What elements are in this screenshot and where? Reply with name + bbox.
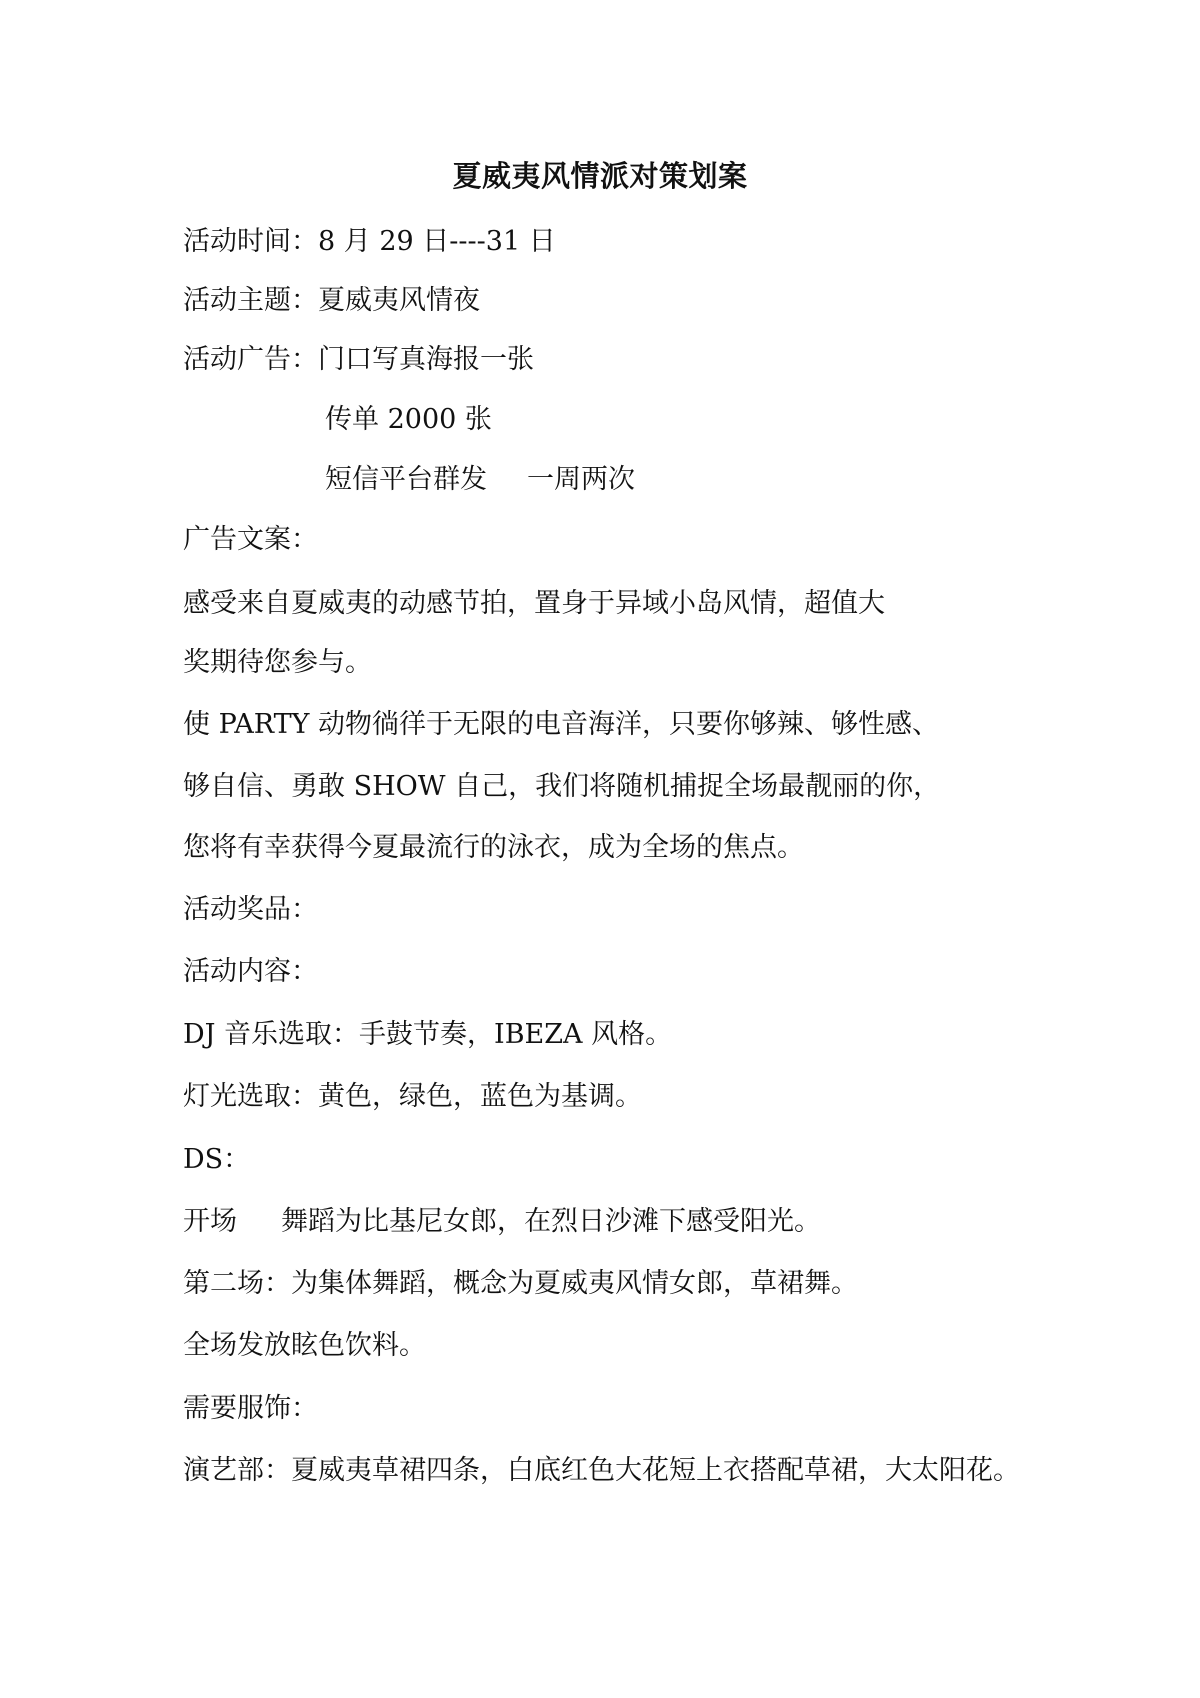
opening-text: 舞蹈为比基尼女郎，在烈日沙滩下感受阳光。 [281, 1206, 821, 1237]
event-time: 活动时间：8 月 29 日----31 日 [183, 226, 556, 257]
opening-act [183, 1202, 821, 1242]
document-title: 夏威夷风情派对策划案 [452, 159, 748, 193]
copy-paragraph-2-line-2: 够自信、勇敢 SHOW 自己，我们将随机捕捉全场最靓丽的你， [183, 771, 941, 802]
prizes-heading: 活动奖品： [183, 894, 318, 925]
copy-paragraph-1-line-1: 感受来自夏威夷的动感节拍，置身于异域小岛风情，超值大 [183, 588, 885, 619]
content-heading: 活动内容： [183, 956, 318, 987]
ad-flyers: 传单 2000 张 [325, 404, 492, 435]
copy-paragraph-1-line-2: 奖期待您参与。 [183, 647, 372, 678]
ad-sms-frequency: 一周两次 [527, 464, 635, 495]
drinks: 全场发放眩色饮料。 [183, 1330, 426, 1361]
copy-paragraph-2-line-3: 您将有幸获得今夏最流行的泳衣，成为全场的焦点。 [183, 832, 804, 863]
ad-sms [325, 460, 635, 500]
ad-sms-channel: 短信平台群发 [325, 464, 487, 495]
copy-paragraph-2-line-1: 使 PARTY 动物徜徉于无限的电音海洋，只要你够辣、够性感、 [183, 709, 940, 740]
lighting: 灯光选取：黄色，绿色，蓝色为基调。 [183, 1081, 642, 1112]
performance-dept: 演艺部：夏威夷草裙四条，白底红色大花短上衣搭配草裙，大太阳花。 [183, 1455, 1020, 1486]
costume-heading: 需要服饰： [183, 1393, 318, 1424]
copy-heading: 广告文案： [183, 524, 318, 555]
event-ad: 活动广告：门口写真海报一张 [183, 344, 534, 375]
opening-label: 开场 [183, 1206, 237, 1237]
dj-music: DJ 音乐选取：手鼓节奏，IBEZA 风格。 [183, 1019, 673, 1050]
second-act: 第二场：为集体舞蹈，概念为夏威夷风情女郎，草裙舞。 [183, 1268, 858, 1299]
event-theme: 活动主题：夏威夷风情夜 [183, 285, 480, 316]
ds-heading: DS： [183, 1144, 251, 1175]
